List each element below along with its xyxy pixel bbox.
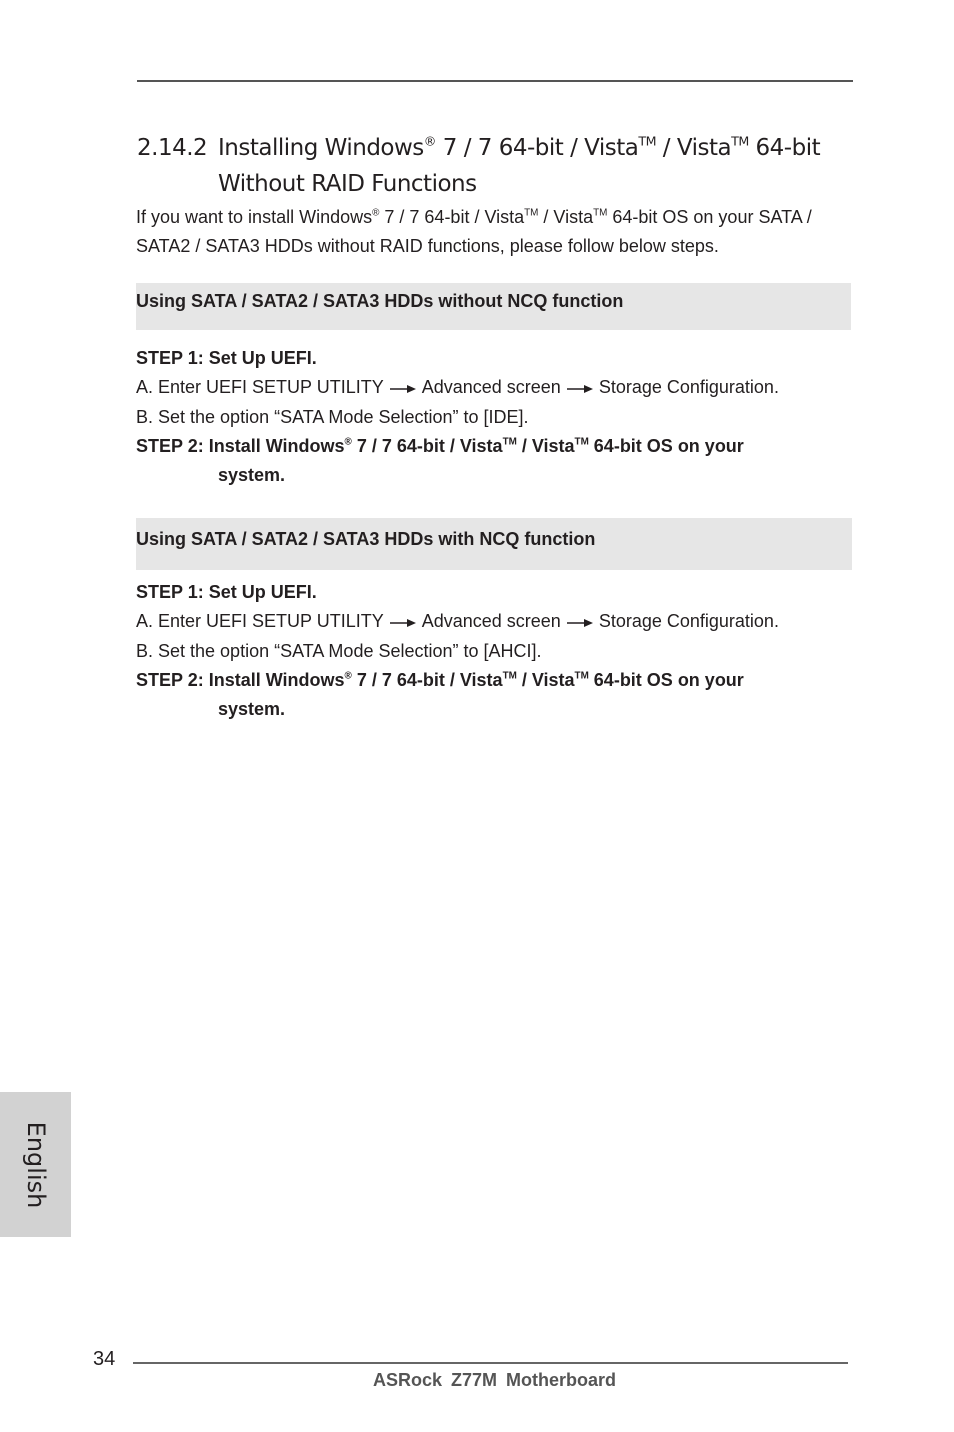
step-a-text: Advanced screen [421, 377, 561, 397]
section-title-bar: Using SATA / SATA2 / SATA3 HDDs with NCQ function [136, 518, 852, 570]
step-2-text: STEP 2: Install Windows [136, 669, 345, 690]
language-side-tab [0, 1092, 71, 1237]
right-arrow-icon [567, 374, 593, 403]
heading-text: 64-bit [748, 135, 821, 161]
intro-text: If you want to install Windows [136, 207, 373, 227]
steps-block [136, 578, 856, 724]
trademark-mark: TM [502, 670, 517, 682]
page-number: 34 [93, 1348, 116, 1370]
section-heading [137, 130, 857, 202]
right-arrow-icon [390, 374, 416, 403]
step-a-text: A. Enter UEFI SETUP UTILITY [136, 377, 384, 397]
intro-paragraph [136, 203, 856, 261]
step-1-title: STEP 1: Set Up UEFI. [136, 348, 317, 368]
heading-line-1 [137, 130, 857, 166]
step-2-text: STEP 2: Install Windows [136, 435, 345, 456]
step-a [136, 373, 856, 403]
intro-text: 64-bit OS on your SATA / SATA2 / SATA3 HDDs without RAID functions, please follow below steps. [136, 207, 812, 256]
step-a [136, 607, 856, 637]
step-2-text: 7 / 7 64-bit / Vista [351, 669, 503, 690]
step-a-text: Storage Configuration. [598, 611, 779, 631]
step-2-title [136, 432, 856, 461]
bottom-rule [133, 1362, 848, 1364]
trademark-mark: TM [638, 133, 656, 149]
trademark-mark: TM [574, 436, 589, 448]
step-2-text: 64-bit OS on your [588, 435, 744, 456]
step-2-continuation: system. [218, 698, 286, 719]
registered-mark: ® [344, 436, 352, 448]
step-2-text: / Vista [516, 435, 575, 456]
step-2-text: 64-bit OS on your [588, 669, 744, 690]
step-2-text: 7 / 7 64-bit / Vista [351, 435, 503, 456]
right-arrow-icon [390, 608, 416, 637]
step-a-text: Advanced screen [421, 611, 561, 631]
step-a-text: Storage Configuration. [598, 377, 779, 397]
step-a-text: A. Enter UEFI SETUP UTILITY [136, 611, 384, 631]
right-arrow-icon [567, 608, 593, 637]
heading-line-2: Without RAID Functions [218, 171, 477, 197]
step-2-title [136, 666, 856, 695]
section-title-bar: Using SATA / SATA2 / SATA3 HDDs without NCQ function [136, 283, 851, 330]
top-rule [137, 80, 853, 82]
registered-mark: ® [423, 133, 436, 149]
step-1-title: STEP 1: Set Up UEFI. [136, 582, 317, 602]
intro-text: / Vista [538, 207, 594, 227]
step-2-continuation: system. [218, 464, 286, 485]
trademark-mark: TM [574, 670, 589, 682]
trademark-mark: TM [502, 436, 517, 448]
trademark-mark: TM [731, 133, 749, 149]
intro-text: 7 / 7 64-bit / Vista [379, 207, 525, 227]
steps-block [136, 344, 856, 490]
step-b: B. Set the option “SATA Mode Selection” to [IDE]. [136, 406, 529, 427]
trademark-mark: TM [524, 207, 539, 219]
heading-text: Installing Windows [218, 135, 424, 161]
heading-text: 7 / 7 64-bit / Vista [435, 135, 639, 161]
language-label: English [21, 1121, 50, 1208]
trademark-mark: TM [593, 207, 608, 219]
footer-product-name: ASRock Z77M Motherboard [373, 1370, 617, 1390]
registered-mark: ® [344, 670, 352, 682]
step-b: B. Set the option “SATA Mode Selection” to [AHCI]. [136, 640, 542, 661]
registered-mark: ® [372, 207, 380, 219]
heading-text: / Vista [656, 135, 732, 161]
section-number: 2.14.2 [137, 135, 208, 161]
step-2-text: / Vista [516, 669, 575, 690]
